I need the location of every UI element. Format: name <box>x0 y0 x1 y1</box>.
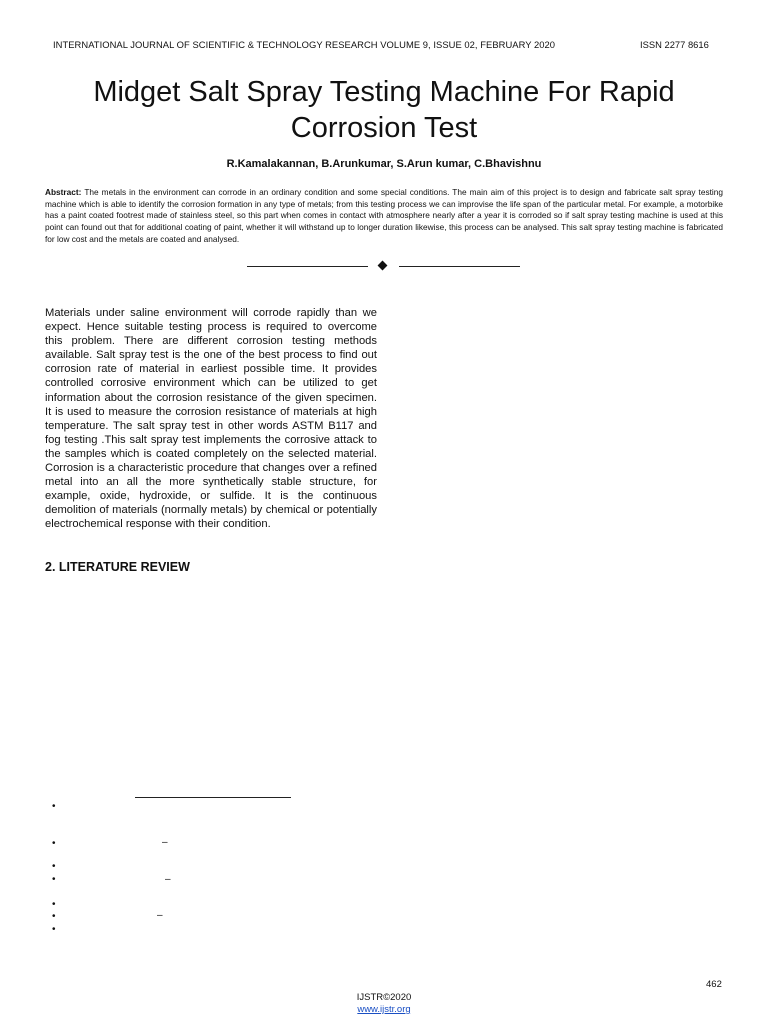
footnote-bullet: • <box>52 861 56 872</box>
separator-diamond-icon <box>378 261 388 271</box>
footnote-dash: – <box>165 874 171 885</box>
footer-copyright: IJSTR©2020 <box>356 992 412 1003</box>
footer-link-container <box>0 1004 768 1015</box>
abstract-label: Abstract: <box>45 187 82 197</box>
footnote-bullet: • <box>52 874 56 885</box>
section-heading-literature-review: 2. LITERATURE REVIEW <box>45 560 190 574</box>
separator-line-left <box>247 266 368 267</box>
abstract-text: The metals in the environment can corrode in an ordinary condition and some special conditions. The main aim of this project is to design and fabricate salt spray testing machine which is able to identify the corrosion formation in any type of metals; from this testing process we can improvise the life span of the particular metal. For example, a motorbike has a paint coated footrest made of stainless steel, so this part when comes in contact with atmosphere nearly after a year it is corroded so if salt spray testing machine is used at this point can found out that for additional coating of paint, whether it will withstand up to longer duration likewise, this process can be analysed. This salt spray testing machine is fabricated for low cost and the metals are coated and analysed. <box>45 187 723 244</box>
page-number: 462 <box>706 979 722 990</box>
footnote-bullet: • <box>52 924 56 935</box>
paper-title <box>40 74 728 146</box>
footnote-bullet: • <box>52 899 56 910</box>
paper-title-line-1: Midget Salt Spray Testing Machine For Rapid <box>93 76 675 108</box>
abstract <box>45 187 723 246</box>
footnote-rule <box>135 797 291 798</box>
footnote-dash: – <box>157 910 163 921</box>
separator-line-right <box>399 266 520 267</box>
journal-website-link[interactable]: www.ijstr.org <box>357 1004 411 1015</box>
author-list: R.Kamalakannan, B.Arunkumar, S.Arun kumar, C.Bhavishnu <box>226 158 542 170</box>
footnote-dash: – <box>162 837 168 848</box>
issn-label: ISSN 2277 8616 <box>640 39 709 50</box>
footnote-bullet: • <box>52 838 56 849</box>
introduction-text: Materials under saline environment will corrode rapidly than we expect. Hence suitable testing process is required to overcome this problem. There are different corrosion testing methods available. Salt spray test is the one of the best process to find out corrosion rate of material in earliest possible time. It provides controlled corrosive environment which can be utilized to get information about the corrosion resistance of the given specimen. It is used to measure the corrosion resistance of materials at high temperature. The salt spray test in other words ASTM B117 and fog testing .This salt spray test implements the corrosive attack to the samples which is coated completely on the selected material. Corrosion is a characteristic procedure that changes over a refined metal into an all the more synthetically stable structure, for example, oxide, hydroxide, or sulfide. It is the continuous demolition of materials (normally metals) by chemical or potentially electrochemical response with their condition. <box>45 307 377 531</box>
journal-header: INTERNATIONAL JOURNAL OF SCIENTIFIC & TECHNOLOGY RESEARCH VOLUME 9, ISSUE 02, FEBRUARY 2020 <box>53 39 556 50</box>
footnote-bullet: • <box>52 911 56 922</box>
footnote-bullet: • <box>52 801 56 812</box>
paper-title-line-2: Corrosion Test <box>290 112 478 144</box>
